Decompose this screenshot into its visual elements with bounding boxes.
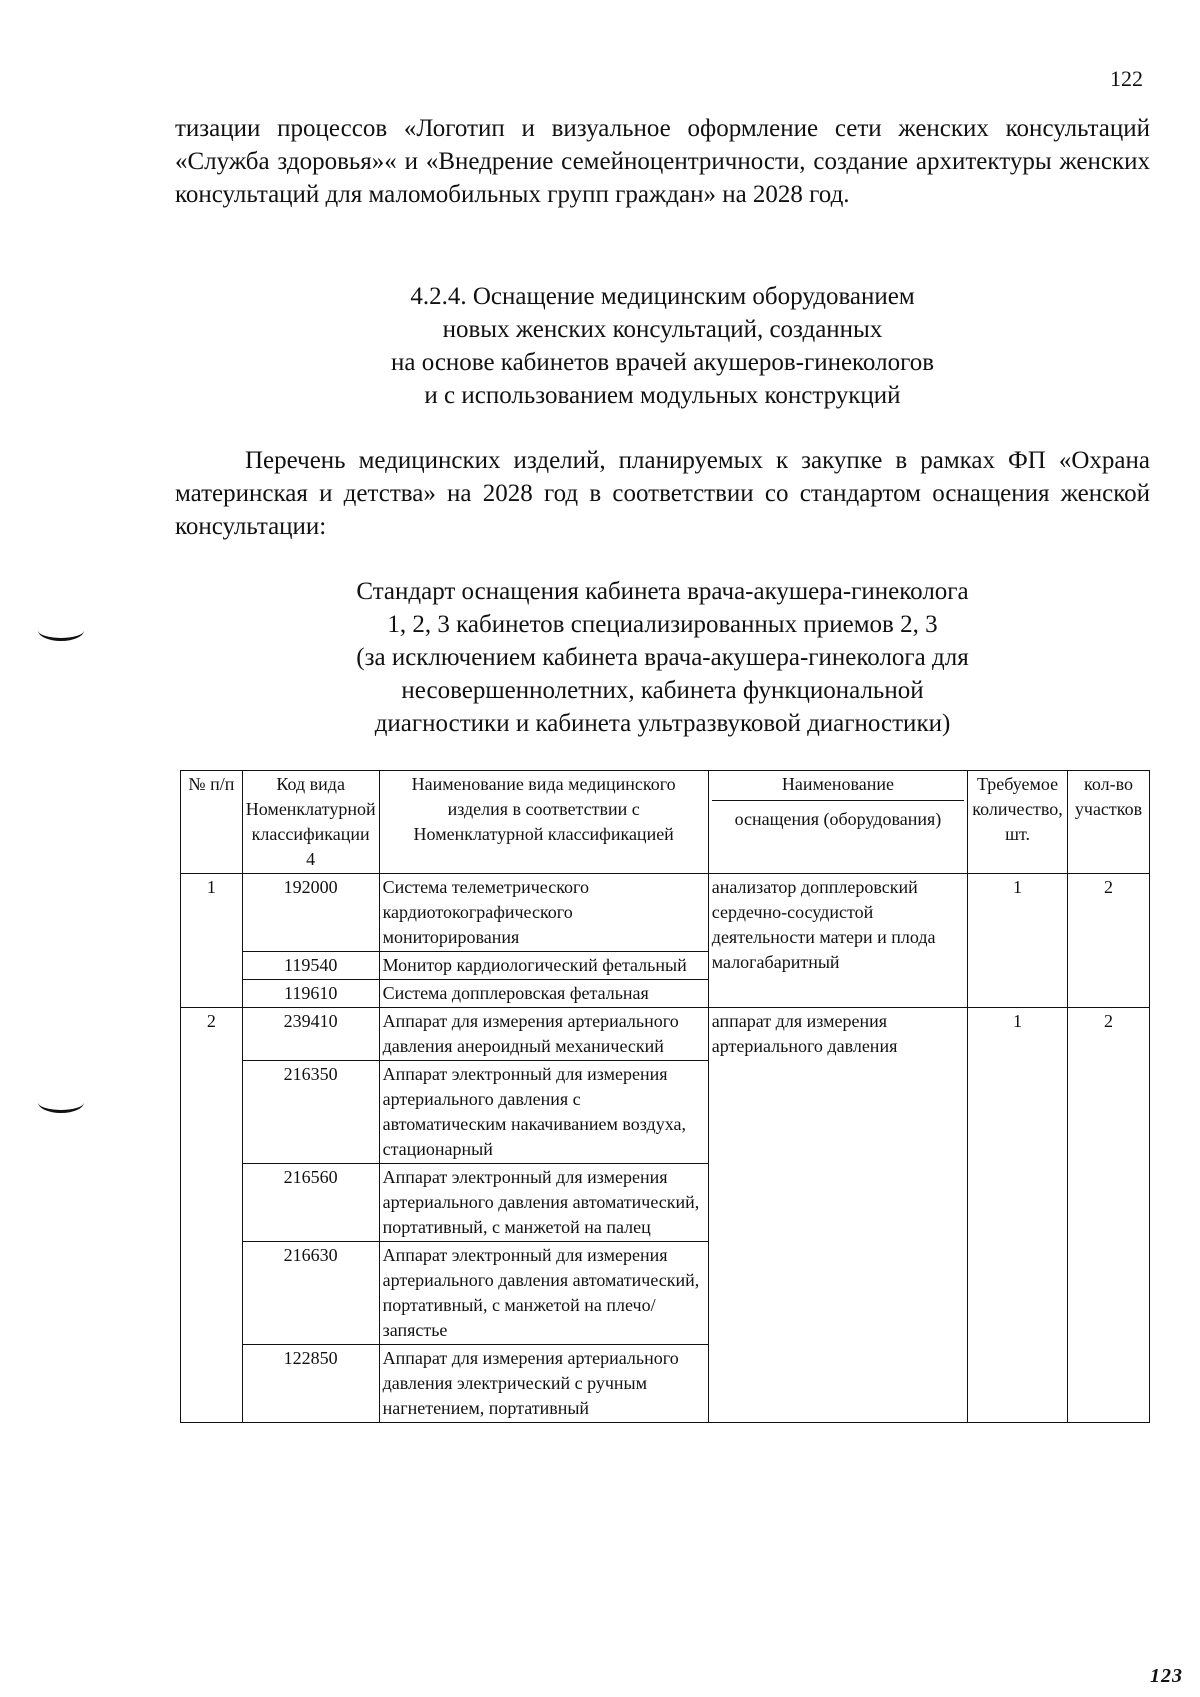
item-name: Система допплеровская фетальная [379, 980, 708, 1008]
required-qty: 1 [968, 1008, 1068, 1423]
standard-title [175, 575, 1150, 740]
standard-title-line: диагностики и кабинета ультразвуковой диагностики) [374, 710, 951, 737]
item-name: Аппарат электронный для измерения артериального давления с автоматическим накачиванием воздуха, стационарный [379, 1061, 708, 1164]
section-title-line: 4.2.4. Оснащение медицинским оборудованием [410, 283, 915, 310]
body-paragraph: Перечень медицинских изделий, планируемых к закупке в рамках ФП «Охрана материнская и детства» на 2028 год в соответствии со стандартом оснащения женской консультации: [175, 447, 1150, 540]
row-number: 2 [181, 1008, 243, 1423]
header-name: Наименование вида медицинского изделия в соответствии с Номенклатурной классификацией [379, 771, 708, 874]
table-header-row [181, 771, 1150, 874]
header-no: № п/п [181, 771, 243, 874]
table-row [181, 1008, 1150, 1061]
standard-title-line: Стандарт оснащения кабинета врача-акушера-гинеколога [356, 578, 969, 605]
equipment-name: аппарат для измерения артериального давления [708, 1008, 967, 1423]
item-name: Аппарат электронный для измерения артериального давления автоматический, портативный, с манжетой на палец [379, 1164, 708, 1242]
item-code: 239410 [242, 1008, 379, 1061]
item-name: Аппарат электронный для измерения артериального давления автоматический, портативный, с манжетой на плечо/запястье [379, 1242, 708, 1345]
header-sites: кол-во участков [1068, 771, 1150, 874]
item-name: Монитор кардиологический фетальный [379, 952, 708, 980]
required-qty: 1 [968, 874, 1068, 1008]
item-code: 216630 [242, 1242, 379, 1345]
item-code: 192000 [242, 874, 379, 952]
intro-text: тизации процессов «Логотип и визуальное оформление сети женских консультаций «Служба здоровья»« и «Внедрение семейноцентричности, создание архитектуры женских консультаций для маломобильных групп граждан» на 2028 год. [175, 115, 1150, 208]
margin-check-mark [38, 1092, 84, 1113]
standard-title-line: 1, 2, 3 кабинетов специализированных приемов 2, 3 [387, 611, 938, 638]
row-number: 1 [181, 874, 243, 1008]
standard-title-line: (за исключением кабинета врача-акушера-гинеколога для [356, 644, 969, 671]
handwritten-page-note: 123 [1150, 1665, 1183, 1687]
item-code: 119610 [242, 980, 379, 1008]
item-code: 216560 [242, 1164, 379, 1242]
header-equipment [708, 771, 967, 874]
header-code: Код вида Номенклатурной классификации 4 [242, 771, 379, 874]
section-title [175, 280, 1150, 412]
sites-count: 2 [1068, 1008, 1150, 1423]
header-equipment-top: Наименование [712, 772, 964, 801]
item-code: 119540 [242, 952, 379, 980]
standard-title-line: несовершеннолетних, кабинета функциональной [401, 677, 924, 704]
margin-check-mark [38, 620, 84, 641]
item-name: Система телеметрического кардиотокографического мониторирования [379, 874, 708, 952]
equipment-name: анализатор допплеровский сердечно-сосудистой деятельности матери и плода малогабаритный [708, 874, 967, 1008]
page-number: 122 [1110, 66, 1143, 91]
item-code: 122850 [242, 1345, 379, 1423]
sites-count: 2 [1068, 874, 1150, 1008]
section-title-line: новых женских консультаций, созданных [442, 316, 883, 343]
header-qty: Требуемое количество, шт. [968, 771, 1068, 874]
equipment-table [180, 770, 1150, 1423]
table-row [181, 874, 1150, 952]
item-code: 216350 [242, 1061, 379, 1164]
item-name: Аппарат для измерения артериального давления электрический с ручным нагнетением, портативный [379, 1345, 708, 1423]
header-equipment-bottom: оснащения (оборудования) [734, 809, 942, 829]
item-name: Аппарат для измерения артериального давления анероидный механический [379, 1008, 708, 1061]
section-title-line: и с использованием модульных конструкций [424, 382, 901, 409]
section-title-line: на основе кабинетов врачей акушеров-гинекологов [390, 349, 935, 376]
